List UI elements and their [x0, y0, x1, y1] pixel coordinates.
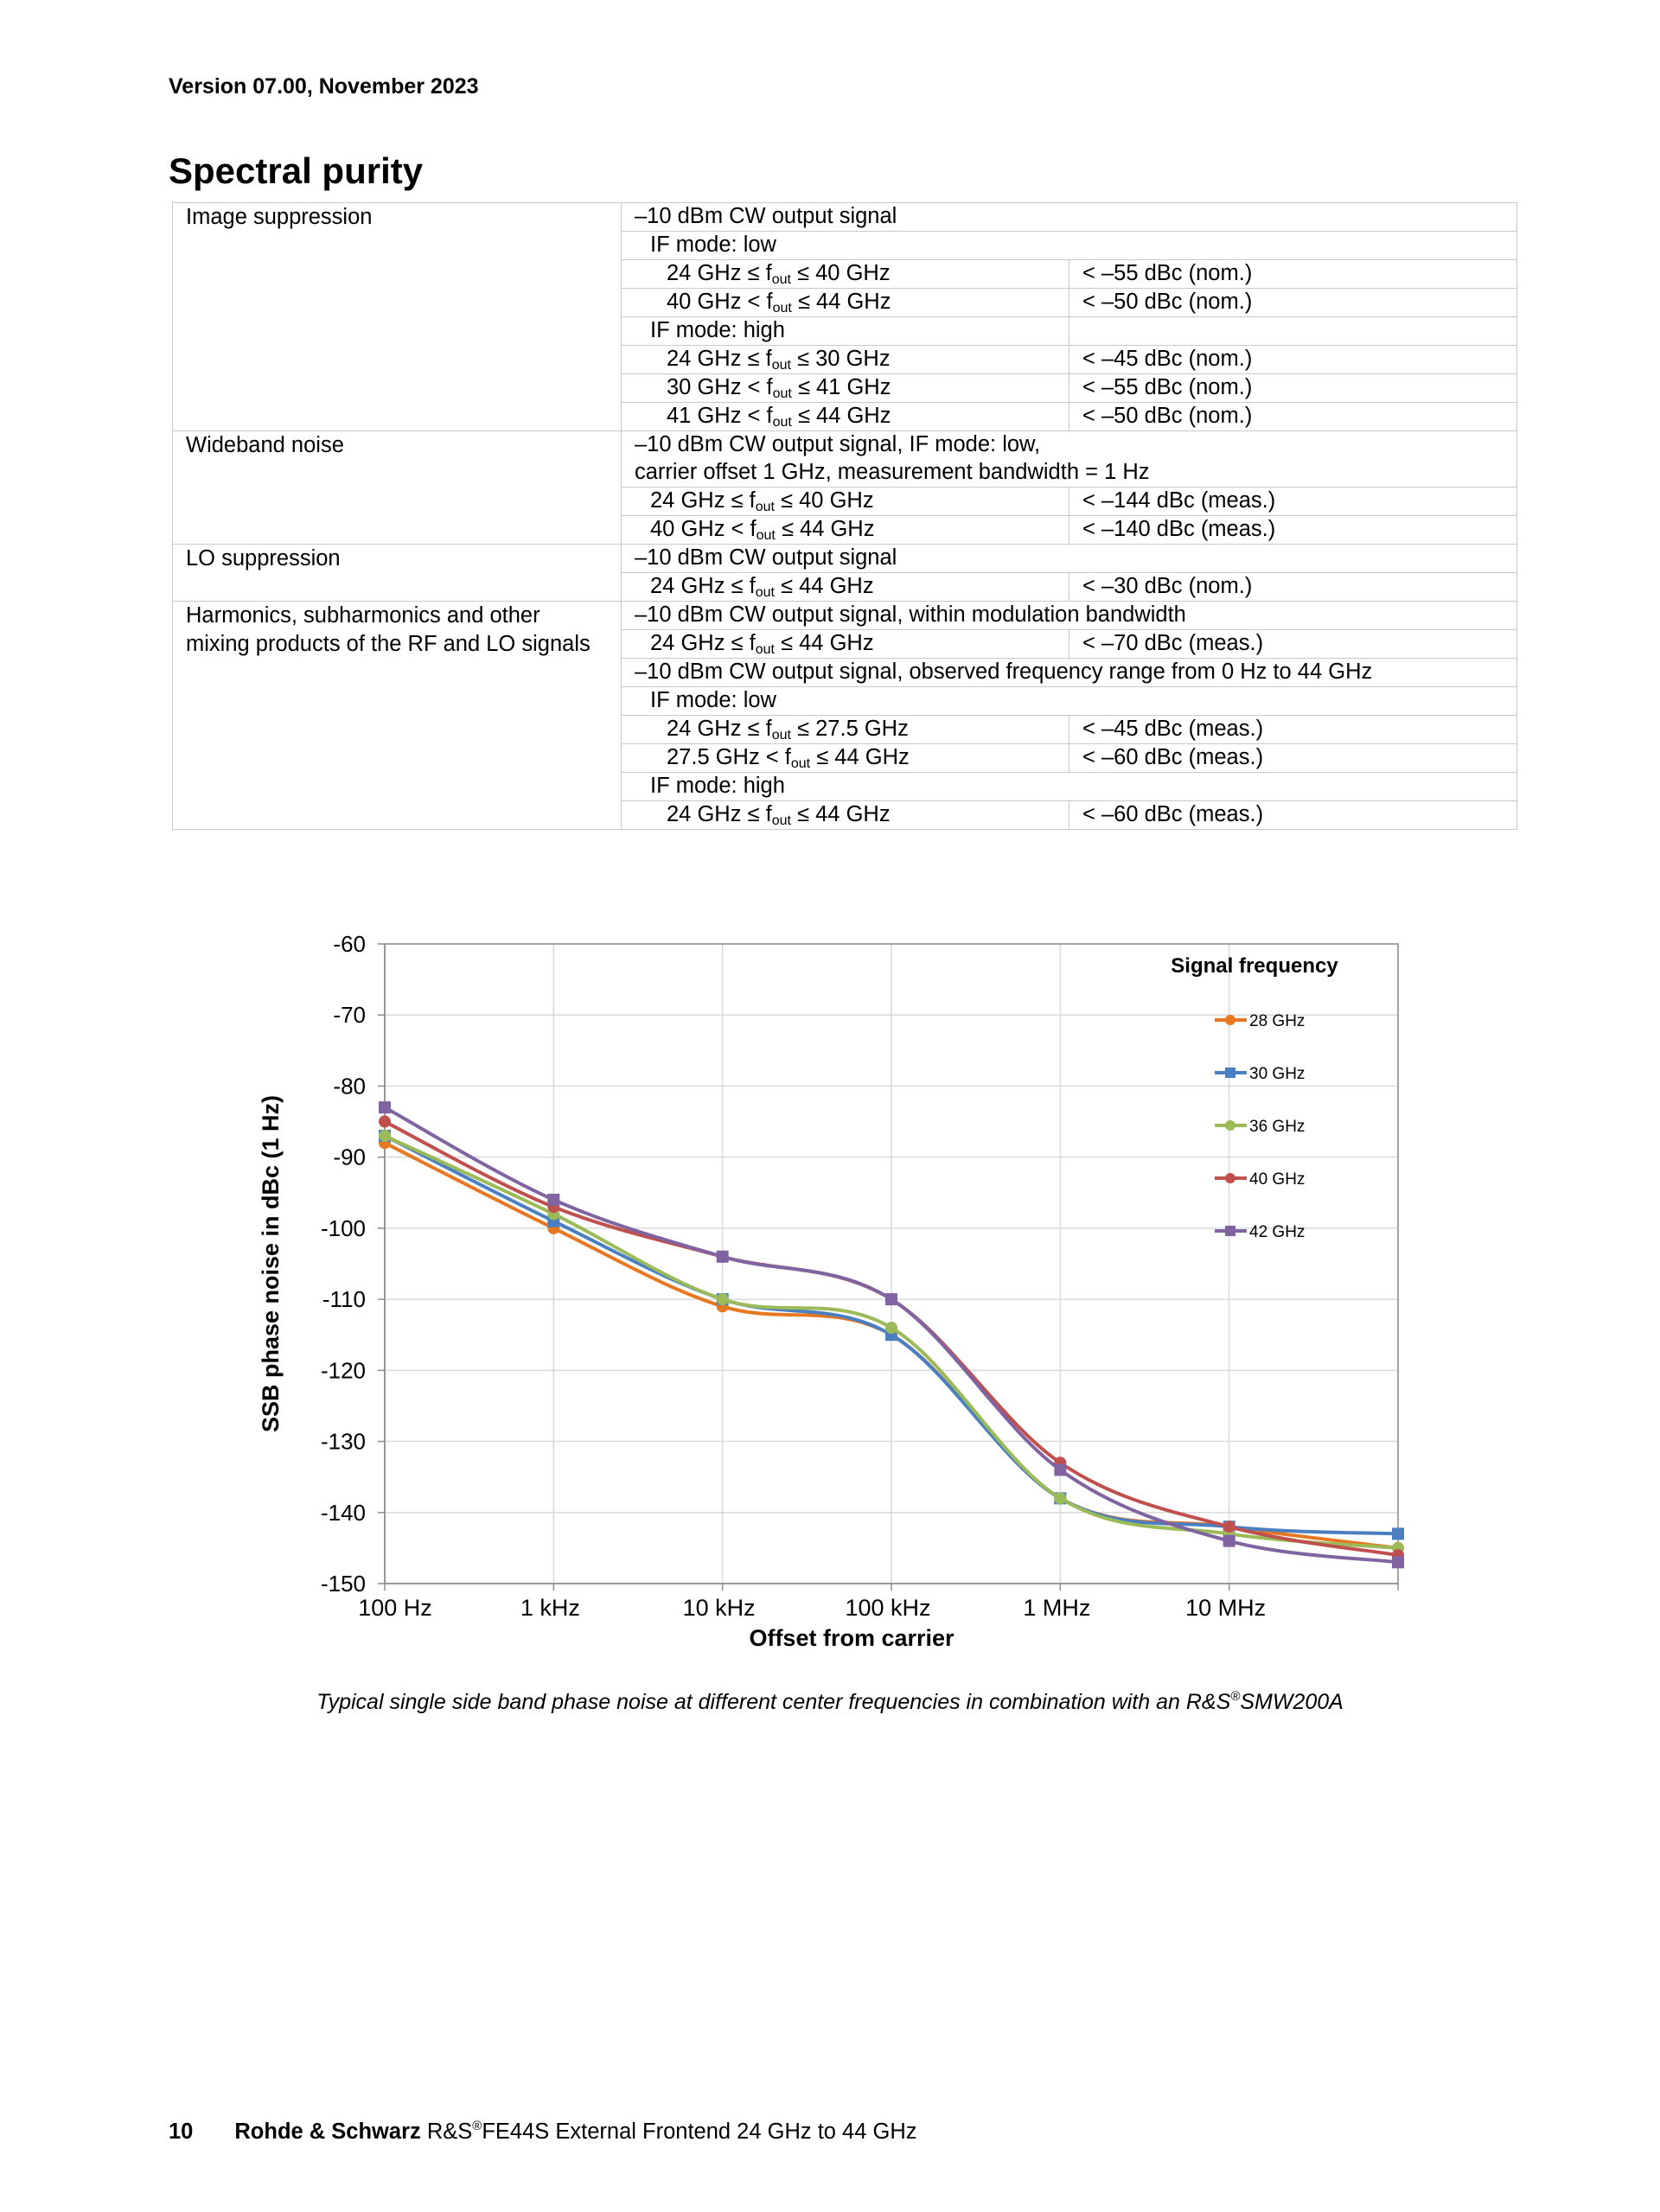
frequency-range: 40 GHz < $f_{out} \le 44$ GHz	[622, 289, 1069, 317]
chart-gridlines	[385, 944, 1398, 1584]
y-tick-label: -80	[333, 1073, 366, 1100]
legend-marker-40-ghz	[1225, 1173, 1235, 1183]
frequency-range: 24 GHz ≤ $f_{out} \le 30$ GHz	[622, 346, 1069, 374]
data-point-42-ghz	[717, 1251, 729, 1263]
legend-label-36-ghz: 36 GHz	[1249, 1118, 1306, 1136]
if-mode: IF mode: low	[622, 687, 1517, 716]
data-point-42-ghz	[885, 1293, 897, 1305]
condition: carrier offset 1 GHz, measurement bandwidth = 1 Hz	[622, 459, 1517, 488]
legend-marker-42-ghz	[1225, 1226, 1235, 1236]
y-tick-label: -90	[333, 1144, 366, 1170]
spec-value: < –144 dBc (meas.)	[1069, 488, 1517, 516]
spec-value: < –140 dBc (meas.)	[1069, 516, 1517, 545]
x-tick-label: 100 kHz	[845, 1595, 931, 1621]
table-row	[173, 602, 1517, 630]
spec-value: < –45 dBc (meas.)	[1069, 716, 1517, 744]
x-tick-label: 10 MHz	[1185, 1595, 1267, 1621]
frequency-range: 24 GHz ≤ $f_{out} \le 44$ GHz	[622, 630, 1069, 659]
data-point-40-ghz	[379, 1116, 391, 1128]
spec-value: < –55 dBc (nom.)	[1069, 260, 1517, 289]
condition: –10 dBm CW output signal, within modulation bandwidth	[622, 602, 1517, 630]
frequency-range: 24 GHz ≤ $f_{out} \le 40$ GHz	[622, 260, 1069, 289]
brand-name: Rohde & Schwarz	[234, 2120, 421, 2144]
legend-title: Signal frequency	[1171, 954, 1338, 978]
y-axis	[321, 931, 385, 1597]
spec-value: < –30 dBc (nom.)	[1069, 573, 1517, 602]
data-point-42-ghz	[1054, 1463, 1066, 1476]
x-tick-label: 10 kHz	[682, 1595, 756, 1621]
frequency-range: 24 GHz ≤ $f_{out} \le 44$ GHz	[622, 801, 1069, 830]
legend-label-30-ghz: 30 GHz	[1249, 1065, 1306, 1083]
spec-value: < –55 dBc (nom.)	[1069, 374, 1517, 403]
condition: –10 dBm CW output signal	[622, 545, 1517, 573]
spectral-purity-table	[172, 202, 1517, 830]
condition: –10 dBm CW output signal, observed frequency range from 0 Hz to 44 GHz	[622, 659, 1517, 687]
y-tick-label: -150	[320, 1571, 366, 1597]
table-row	[173, 203, 1517, 232]
data-point-36-ghz	[1054, 1492, 1066, 1504]
x-tick-label: 1 MHz	[1023, 1595, 1091, 1621]
data-point-42-ghz	[1223, 1535, 1235, 1547]
spec-value: < –70 dBc (meas.)	[1069, 630, 1517, 659]
phase-noise-chart	[0, 899, 1660, 1677]
y-tick-label: -70	[333, 1002, 366, 1029]
data-point-42-ghz	[1392, 1556, 1404, 1568]
spec-value: < –50 dBc (nom.)	[1069, 289, 1517, 317]
data-point-40-ghz	[1223, 1520, 1235, 1533]
empty-cell	[1069, 317, 1517, 346]
spec-value: < –60 dBc (meas.)	[1069, 801, 1517, 830]
y-tick-label: -140	[320, 1499, 366, 1526]
if-mode: IF mode: low	[622, 232, 1517, 260]
frequency-range: 27.5 GHz < $f_{out} \le 44$ GHz	[622, 744, 1069, 773]
feature-lo-suppression: LO suppression	[173, 545, 622, 602]
frequency-range: 24 GHz ≤ $f_{out} \le 44$ GHz	[622, 573, 1069, 602]
page-number: 10	[169, 2120, 194, 2144]
spec-value: < –50 dBc (nom.)	[1069, 403, 1517, 431]
data-point-42-ghz	[379, 1101, 391, 1113]
feature-harmonics: Harmonics, subharmonics and other mixing products of the RF and LO signals	[173, 602, 622, 830]
if-mode: IF mode: high	[622, 773, 1517, 801]
feature-image-suppression: Image suppression	[173, 203, 622, 431]
legend-label-40-ghz: 40 GHz	[1249, 1170, 1306, 1189]
feature-wideband-noise: Wideband noise	[173, 431, 622, 545]
x-tick-label: 1 kHz	[520, 1595, 580, 1621]
legend-label-28-ghz: 28 GHz	[1249, 1012, 1306, 1030]
page-footer: 10 Rohde & Schwarz R&S®FE44S External Frontend 24 GHz to 44 GHz	[169, 2119, 917, 2144]
x-axis	[358, 1584, 1398, 1621]
section-title: Spectral purity	[169, 150, 424, 191]
figure-caption: Typical single side band phase noise at different center frequencies in combination with an R&S®SMW200A	[316, 1689, 1344, 1714]
table-row	[173, 431, 1517, 460]
y-tick-label: -60	[333, 931, 366, 957]
condition: –10 dBm CW output signal	[622, 203, 1517, 232]
data-point-36-ghz	[885, 1322, 897, 1334]
legend-marker-28-ghz	[1225, 1015, 1235, 1025]
document-version: Version 07.00, November 2023	[169, 74, 479, 99]
table-row	[173, 545, 1517, 573]
legend-marker-36-ghz	[1225, 1120, 1235, 1131]
data-point-42-ghz	[547, 1194, 559, 1206]
legend	[1171, 954, 1338, 1241]
y-axis-label: SSB phase noise in dBc (1 Hz)	[258, 1094, 284, 1433]
frequency-range: 24 GHz ≤ $f_{out} \le 27.5$ GHz	[622, 716, 1069, 744]
legend-marker-30-ghz	[1225, 1068, 1235, 1078]
data-point-30-ghz	[1392, 1527, 1404, 1539]
condition: –10 dBm CW output signal, IF mode: low,	[622, 431, 1517, 460]
if-mode: IF mode: high	[622, 317, 1069, 346]
frequency-range: 41 GHz < $f_{out} \le 44$ GHz	[622, 403, 1069, 431]
y-tick-label: -110	[322, 1286, 366, 1313]
x-axis-label: Offset from carrier	[749, 1625, 954, 1651]
frequency-range: 24 GHz ≤ $f_{out} \le 40$ GHz	[622, 488, 1069, 516]
spec-value: < –60 dBc (meas.)	[1069, 744, 1517, 773]
legend-label-42-ghz: 42 GHz	[1249, 1223, 1306, 1241]
y-tick-label: -130	[320, 1428, 366, 1455]
frequency-range: 40 GHz < $f_{out} \le 44$ GHz	[622, 516, 1069, 545]
y-tick-label: -120	[320, 1357, 366, 1384]
data-point-36-ghz	[717, 1293, 729, 1305]
x-tick-label: 100 Hz	[358, 1595, 432, 1621]
data-point-36-ghz	[379, 1130, 391, 1142]
y-tick-label: -100	[320, 1214, 366, 1241]
spec-value: < –45 dBc (nom.)	[1069, 346, 1517, 374]
frequency-range: 30 GHz < $f_{out} \le 41$ GHz	[622, 374, 1069, 403]
